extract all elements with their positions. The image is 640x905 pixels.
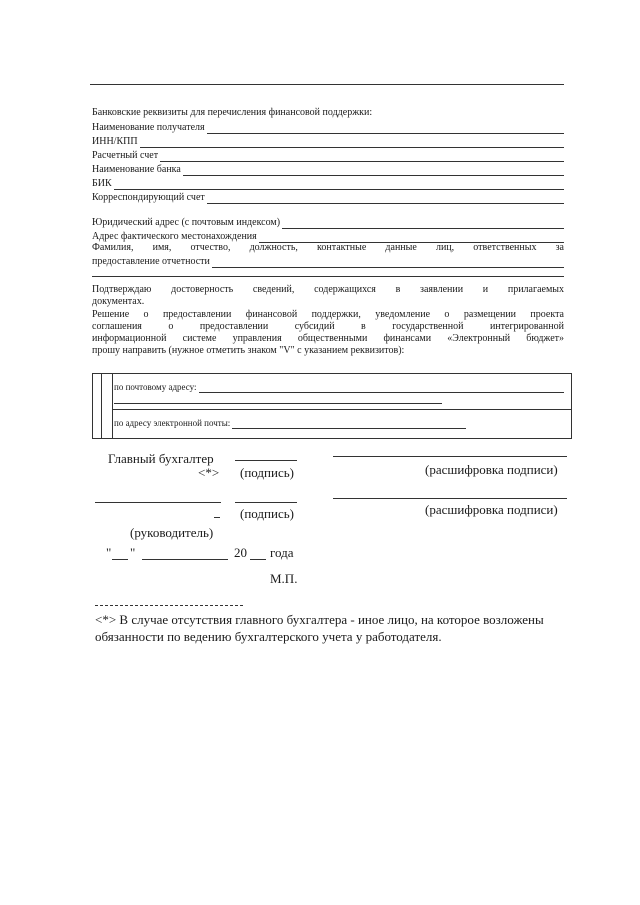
decision-text: Решение о предоставлении финансовой поддержки, уведомление о размещении проекта	[92, 309, 564, 320]
option-postal[interactable]	[114, 382, 564, 393]
date-day-line[interactable]	[112, 559, 128, 560]
field-label: БИК	[92, 178, 112, 189]
chief-decode-line[interactable]	[333, 456, 567, 457]
field-line	[212, 258, 564, 268]
option-postal-line	[199, 384, 564, 393]
field-label: Наименование получателя	[92, 122, 205, 133]
field-label: Расчетный счет	[92, 150, 159, 161]
date-year-suffix: года	[270, 545, 294, 560]
field-bik[interactable]	[92, 178, 564, 190]
field-line	[207, 124, 564, 134]
responsible-extra-line	[92, 276, 564, 277]
bank-heading: Банковские реквизиты для перечисления финансовой поддержки:	[92, 107, 373, 118]
field-label: Юридический адрес (с почтовым индексом)	[92, 217, 281, 228]
decision-text: информационной системе управления общественными финансами «Электронный бюджет»	[92, 333, 564, 344]
confirm-text-end: документах.	[92, 296, 145, 307]
field-corr-account[interactable]	[92, 192, 564, 204]
footnote-text: <*> В случае отсутствия главного бухгалтера - иное лицо, на которое возложены	[95, 612, 544, 627]
field-line	[114, 180, 564, 190]
date-year-prefix: 20	[234, 545, 247, 560]
footnote-text: обязанности по ведению бухгалтерского учета у работодателя.	[95, 629, 442, 644]
field-line	[207, 194, 564, 204]
footnote-mark: <*>	[198, 465, 220, 480]
option-email[interactable]	[114, 418, 466, 429]
field-line	[160, 152, 564, 162]
head-short-mark	[214, 517, 220, 518]
field-label: предоставление отчетности	[92, 256, 210, 267]
date-month-line[interactable]	[142, 559, 228, 560]
top-rule	[90, 84, 564, 85]
field-inn-kpp[interactable]	[92, 136, 564, 148]
table-row-divider	[113, 409, 571, 410]
option-postal-line-2	[114, 403, 442, 404]
footnote-separator	[95, 605, 243, 606]
decision-text: прошу направить (нужное отметить знаком "V" с указанием реквизитов):	[92, 345, 405, 356]
checkbox-column[interactable]	[102, 374, 113, 438]
field-label: Корреспондирующий счет	[92, 192, 205, 203]
option-email-label: по адресу электронной почты:	[114, 418, 231, 428]
decision-text: соглашения о предоставлении субсидий в государственной интегрированной	[92, 321, 564, 332]
field-responsible[interactable]	[92, 256, 564, 268]
chief-accountant-label: Главный бухгалтер	[108, 451, 214, 466]
field-bank-name[interactable]	[92, 164, 564, 176]
head-signature-line[interactable]	[235, 502, 297, 503]
field-line	[282, 219, 564, 229]
head-decode-line[interactable]	[333, 498, 567, 499]
chief-signature-caption: (подпись)	[240, 465, 294, 480]
field-legal-address[interactable]	[92, 217, 564, 229]
head-decode-caption: (расшифровка подписи)	[425, 502, 558, 517]
field-line	[140, 138, 564, 148]
confirm-text: Подтверждаю достоверность сведений, содержащихся в заявлении и прилагаемых	[92, 284, 564, 295]
chief-signature-line[interactable]	[235, 460, 297, 461]
responsible-text: Фамилия, имя, отчество, должность, контактные данные лиц, ответственных за	[92, 242, 564, 253]
date-quote-close: "	[130, 545, 136, 560]
date-year-line[interactable]	[250, 559, 266, 560]
option-email-line	[232, 420, 466, 429]
head-position-line[interactable]	[95, 502, 221, 503]
field-account[interactable]	[92, 150, 564, 162]
chief-decode-caption: (расшифровка подписи)	[425, 462, 558, 477]
field-line	[183, 166, 564, 176]
date-quote-open: "	[106, 545, 112, 560]
table-column-blank	[93, 374, 102, 438]
field-label: Наименование банка	[92, 164, 181, 175]
field-recipient-name[interactable]	[92, 122, 564, 134]
option-postal-label: по почтовому адресу:	[114, 382, 197, 392]
head-signature-caption: (подпись)	[240, 506, 294, 521]
stamp-label: М.П.	[270, 571, 298, 586]
field-label: Адрес фактического местонахождения	[92, 231, 257, 242]
head-caption: (руководитель)	[130, 525, 214, 540]
field-label: ИНН/КПП	[92, 136, 138, 147]
